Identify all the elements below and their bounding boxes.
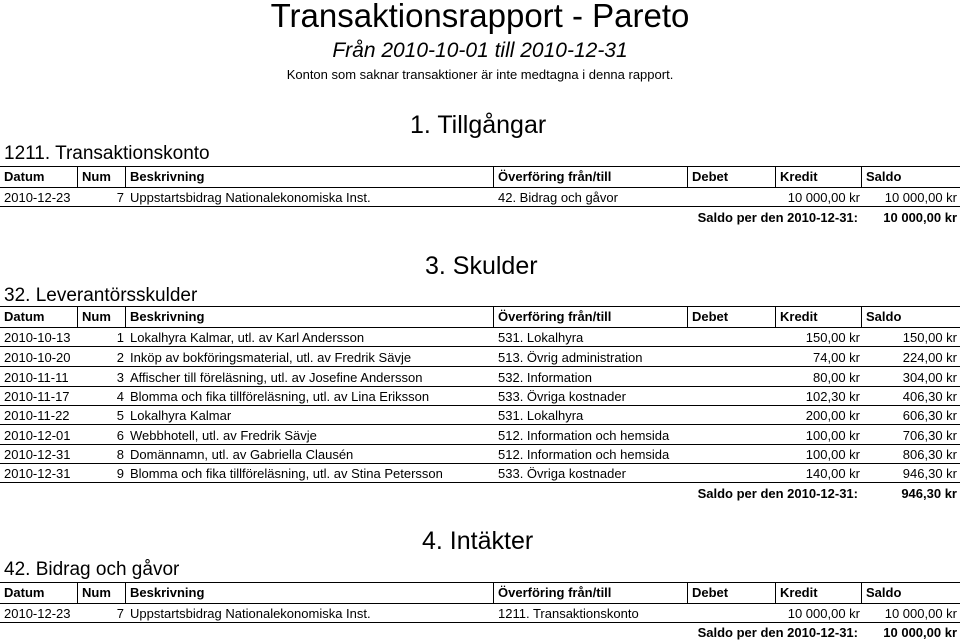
table-header <box>0 582 960 604</box>
col-beskrivning: Beskrivning <box>130 169 205 184</box>
row-saldo: 150,00 kr <box>902 330 957 345</box>
section-heading-skulder: 3. Skulder <box>425 252 538 280</box>
col-datum: Datum <box>4 169 45 184</box>
table-row <box>0 464 960 483</box>
col-overforing: Överföring från/till <box>498 169 612 184</box>
col-debet: Debet <box>692 585 729 600</box>
row-debet: 80,00 kr <box>813 370 860 385</box>
row-beskrivning: Inköp av bokföringsmaterial, utl. av Fredrik Sävje <box>130 350 412 365</box>
col-overforing: Överföring från/till <box>498 585 612 600</box>
row-debet: 102,30 kr <box>805 389 860 404</box>
row-datum: 2010-10-20 <box>4 350 71 365</box>
row-saldo: 406,30 kr <box>902 389 957 404</box>
row-beskrivning: Lokalhyra Kalmar, utl. av Karl Andersson <box>130 330 365 345</box>
row-num: 1 <box>116 330 124 345</box>
row-datum: 2010-12-01 <box>4 428 71 443</box>
col-kredit: Kredit <box>780 585 818 600</box>
row-debet: 10 000,00 kr <box>787 190 860 205</box>
table-header <box>0 166 960 188</box>
table-row <box>0 445 960 464</box>
row-num: 6 <box>116 428 124 443</box>
row-overforing: 531. Lokalhyra <box>498 408 584 423</box>
table-header <box>0 306 960 328</box>
summary-label: Saldo per den 2010-12-31: <box>697 625 858 640</box>
section-heading-tillgangar: 1. Tillgångar <box>410 111 547 139</box>
row-beskrivning: Uppstartsbidrag Nationalekonomiska Inst. <box>130 606 371 621</box>
row-beskrivning: Domännamn, utl. av Gabriella Clausén <box>130 447 354 462</box>
row-kredit: 10 000,00 kr <box>787 606 860 621</box>
row-saldo: 10 000,00 kr <box>884 190 957 205</box>
summary-label: Saldo per den 2010-12-31: <box>697 210 858 225</box>
summary-label: Saldo per den 2010-12-31: <box>697 486 858 501</box>
table-row <box>0 348 960 367</box>
row-datum: 2010-11-11 <box>4 370 69 385</box>
report-note: Konton som saknar transaktioner är inte medtagna i denna rapport. <box>286 67 674 82</box>
col-num: Num <box>82 169 111 184</box>
col-overforing: Överföring från/till <box>498 309 612 324</box>
col-datum: Datum <box>4 585 45 600</box>
row-datum: 2010-11-17 <box>4 389 70 404</box>
row-beskrivning: Uppstartsbidrag Nationalekonomiska Inst. <box>130 190 371 205</box>
table-row <box>0 188 960 207</box>
col-beskrivning: Beskrivning <box>130 309 205 324</box>
col-saldo: Saldo <box>866 585 902 600</box>
row-num: 8 <box>116 447 124 462</box>
col-kredit: Kredit <box>780 309 818 324</box>
col-kredit: Kredit <box>780 169 818 184</box>
row-beskrivning: Blomma och fika tillföreläsning, utl. av Lina Eriksson <box>130 389 430 404</box>
row-saldo: 706,30 kr <box>902 428 957 443</box>
table-row <box>0 426 960 445</box>
row-datum: 2010-12-23 <box>4 606 71 621</box>
row-num: 4 <box>116 389 124 404</box>
row-num: 7 <box>116 606 124 621</box>
summary-value: 10 000,00 kr <box>883 625 957 640</box>
row-beskrivning: Lokalhyra Kalmar <box>130 408 232 423</box>
row-num: 9 <box>116 466 124 481</box>
row-num: 2 <box>116 350 124 365</box>
row-beskrivning: Blomma och fika tillföreläsning, utl. av Stina Petersson <box>130 466 443 481</box>
row-debet: 150,00 kr <box>805 330 860 345</box>
row-beskrivning: Webbhotell, utl. av Fredrik Sävje <box>130 428 317 443</box>
row-datum: 2010-12-23 <box>4 190 71 205</box>
row-debet: 200,00 kr <box>805 408 860 423</box>
table-row <box>0 328 960 347</box>
col-saldo: Saldo <box>866 169 902 184</box>
account-heading: 1211. Transaktionskonto <box>4 143 210 164</box>
row-overforing: 533. Övriga kostnader <box>498 466 626 481</box>
row-overforing: 532. Information <box>498 370 592 385</box>
row-saldo: 806,30 kr <box>902 447 957 462</box>
row-datum: 2010-10-13 <box>4 330 71 345</box>
col-datum: Datum <box>4 309 45 324</box>
row-beskrivning: Affischer till föreläsning, utl. av Josefine Andersson <box>130 370 423 385</box>
summary-row <box>0 208 960 228</box>
col-debet: Debet <box>692 169 729 184</box>
report-date-range: Från 2010-10-01 till 2010-12-31 <box>332 39 628 62</box>
summary-row <box>0 484 960 504</box>
report-title: Transaktionsrapport - Pareto <box>270 0 690 34</box>
row-debet: 140,00 kr <box>805 466 860 481</box>
row-datum: 2010-12-31 <box>4 466 71 481</box>
table-row <box>0 387 960 406</box>
row-overforing: 513. Övrig administration <box>498 350 643 365</box>
row-num: 3 <box>116 370 124 385</box>
row-debet: 100,00 kr <box>805 428 860 443</box>
row-num: 5 <box>116 408 124 423</box>
row-overforing: 42. Bidrag och gåvor <box>498 190 618 205</box>
section-heading-intakter: 4. Intäkter <box>422 527 534 555</box>
col-beskrivning: Beskrivning <box>130 585 205 600</box>
row-datum: 2010-12-31 <box>4 447 71 462</box>
table-row <box>0 406 960 425</box>
row-overforing: 1211. Transaktionskonto <box>498 606 639 621</box>
row-overforing: 531. Lokalhyra <box>498 330 584 345</box>
col-num: Num <box>82 585 111 600</box>
row-debet: 100,00 kr <box>805 447 860 462</box>
col-saldo: Saldo <box>866 309 902 324</box>
row-overforing: 512. Information och hemsida <box>498 428 670 443</box>
summary-row <box>0 623 960 643</box>
row-overforing: 512. Information och hemsida <box>498 447 670 462</box>
row-saldo: 304,00 kr <box>902 370 957 385</box>
row-saldo: 606,30 kr <box>902 408 957 423</box>
summary-value: 10 000,00 kr <box>883 210 957 225</box>
table-row <box>0 604 960 623</box>
row-debet: 74,00 kr <box>813 350 860 365</box>
row-saldo: 946,30 kr <box>902 466 957 481</box>
account-heading: 32. Leverantörsskulder <box>4 285 198 306</box>
table-row <box>0 368 960 387</box>
row-num: 7 <box>116 190 124 205</box>
col-num: Num <box>82 309 111 324</box>
row-saldo: 224,00 kr <box>902 350 957 365</box>
row-datum: 2010-11-22 <box>4 408 70 423</box>
row-saldo: 10 000,00 kr <box>884 606 957 621</box>
col-debet: Debet <box>692 309 729 324</box>
account-heading: 42. Bidrag och gåvor <box>4 559 180 580</box>
summary-value: 946,30 kr <box>901 486 957 501</box>
row-overforing: 533. Övriga kostnader <box>498 389 626 404</box>
